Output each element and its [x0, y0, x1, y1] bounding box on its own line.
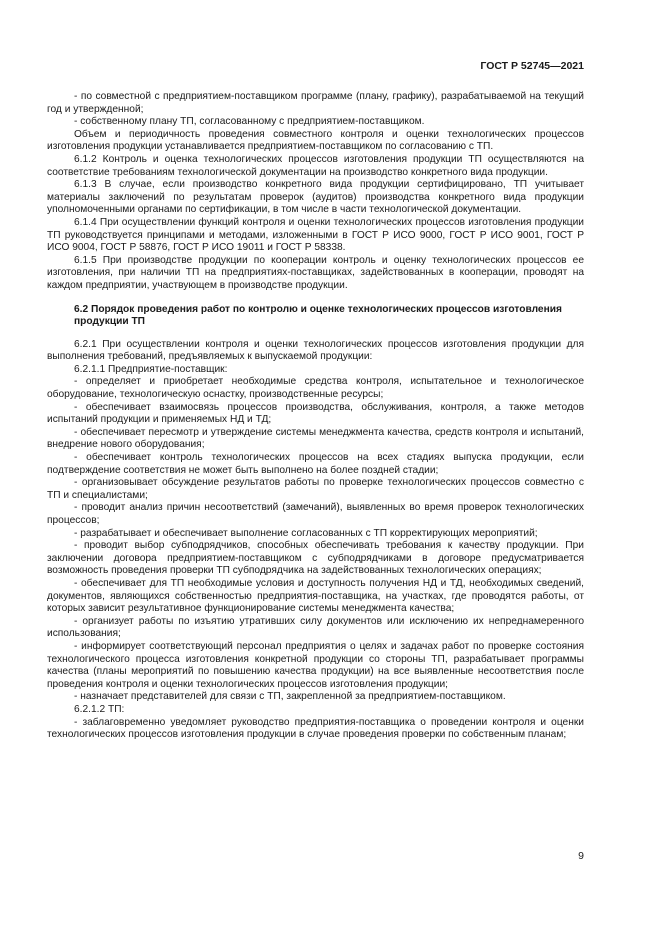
list-item: - разрабатывает и обеспечивает выполнение согласованных с ТП корректирующих мероприятий;	[74, 527, 538, 539]
list-item: - проводит анализ причин несоответствий (замечаний), выявленных во время проверок технологических процессов;	[47, 502, 584, 526]
page-body	[47, 91, 584, 742]
paragraph: Объем и периодичность проведения совместного контроля и оценки технологических процессов изготовления продукции устанавливается предприятием-поставщиком по согласованию с ТП.	[47, 128, 584, 153]
list-item: - обеспечивает пересмотр и утверждение системы менеджмента качества, средств контроля и испытаний, внедрение нового оборудования;	[47, 426, 584, 451]
paragraph: 6.1.3 В случае, если производство конкретного вида продукции сертифицировано, ТП учитывает материалы заключений по результатам проверок (аудитов) производства конкретного вида продукции уполномоченными органами по сертификации, в том числе в части технологической документации.	[47, 179, 584, 216]
list-item: - обеспечивает контроль технологических процессов на всех стадиях выпуска продукции, если подтверждение соответствия не может быть выполнено на более поздней стадии;	[47, 452, 584, 476]
list-item: - обеспечивает взаимосвязь процессов производства, обслуживания, контроля, а также методов испытаний продукции и применяемых НД и ТД;	[47, 401, 584, 426]
document-code: ГОСТ Р 52745—2021	[480, 60, 584, 72]
list-item: - назначает представителей для связи с ТП, закрепленной за предприятием-поставщиком.	[74, 691, 506, 703]
list-item: - заблаговременно уведомляет руководство предприятия-поставщика о проведении контроля и оценки технологических процессов изготовления продукции в случае проведения проверки по собственным планам;	[47, 716, 584, 741]
paragraph: 6.1.2 Контроль и оценка технологических процессов изготовления продукции ТП осуществляются на соответствие требованиям технологической документации на производство конкретного вида продукции.	[47, 153, 584, 178]
paragraph: 6.1.4 При осуществлении функций контроля и оценки технологических процессов изготовления продукции ТП руководствуется принципами и методами, изложенными в ГОСТ Р ИСО 9000, ГОСТ Р ИСО 9001, ГОСТ Р ИСО 9004, ГОСТ Р 58876, ГОСТ Р ИСО 19011 и ГОСТ Р 58338.	[47, 216, 584, 254]
list-item: - организовывает обсуждение результатов работы по проверке технологических процессов совместно с ТП и специалистами;	[47, 477, 584, 501]
paragraph: 6.2.1.2 ТП:	[74, 703, 125, 715]
paragraph: - собственному плану ТП, согласованному с предприятием-поставщиком.	[74, 116, 425, 128]
list-item: - определяет и приобретает необходимые средства контроля, испытательное и технологическое оборудование, технологическую оснастку, производственные ресурсы;	[47, 376, 584, 401]
list-item: - обеспечивает для ТП необходимые условия и доступность получения НД и ТД, необходимых сведений, документов, являющихся собственностью предприятия-поставщика, на участках, где проводятся работы, от которых зависит результативное функционирование системы менеджмента качества;	[47, 577, 584, 615]
paragraph: 6.2.1.1 Предприятие-поставщик:	[74, 363, 228, 375]
section-heading: 6.2 Порядок проведения работ по контролю и оценке технологических процессов изготовления продукции ТП	[74, 303, 562, 328]
paragraph: 6.1.5 При производстве продукции по кооперации контроль и оценку технологических процессов ее изготовления, при наличии ТП на предприятиях-поставщиках, задействованных в кооперации, проводят на каждом предприятии, участвующем в производстве продукции.	[47, 254, 584, 291]
paragraph: 6.2.1 При осуществлении контроля и оценки технологических процессов изготовления продукции для выполнения требований, предъявляемых к выпускаемой продукции:	[47, 338, 584, 363]
page-number: 9	[578, 850, 584, 862]
list-item: - проводит выбор субподрядчиков, способных обеспечивать требования к качеству продукции. При заключении договора предприятием-поставщиком с субподрядчиками в договоре предусматривается возможность проведения проверки ТП субподрядчика на задействованных технологических операциях;	[47, 540, 584, 577]
list-item: - информирует соответствующий персонал предприятия о целях и задачах работ по проверке состояния технологического процесса изготовления конкретной продукции со стороны ТП, разрабатывает программы качества (планы мероприятий по повышению качества продукции) на все выявленные несоответствия после проведения контроля и оценки технологических процессов изготовления продукции;	[47, 640, 584, 690]
list-item: - организует работы по изъятию утративших силу документов или исключению их непреднамеренного использования;	[47, 615, 584, 640]
paragraph: - по совместной с предприятием-поставщиком программе (плану, графику), разрабатываемой на текущий год и утвержденной;	[47, 91, 584, 115]
